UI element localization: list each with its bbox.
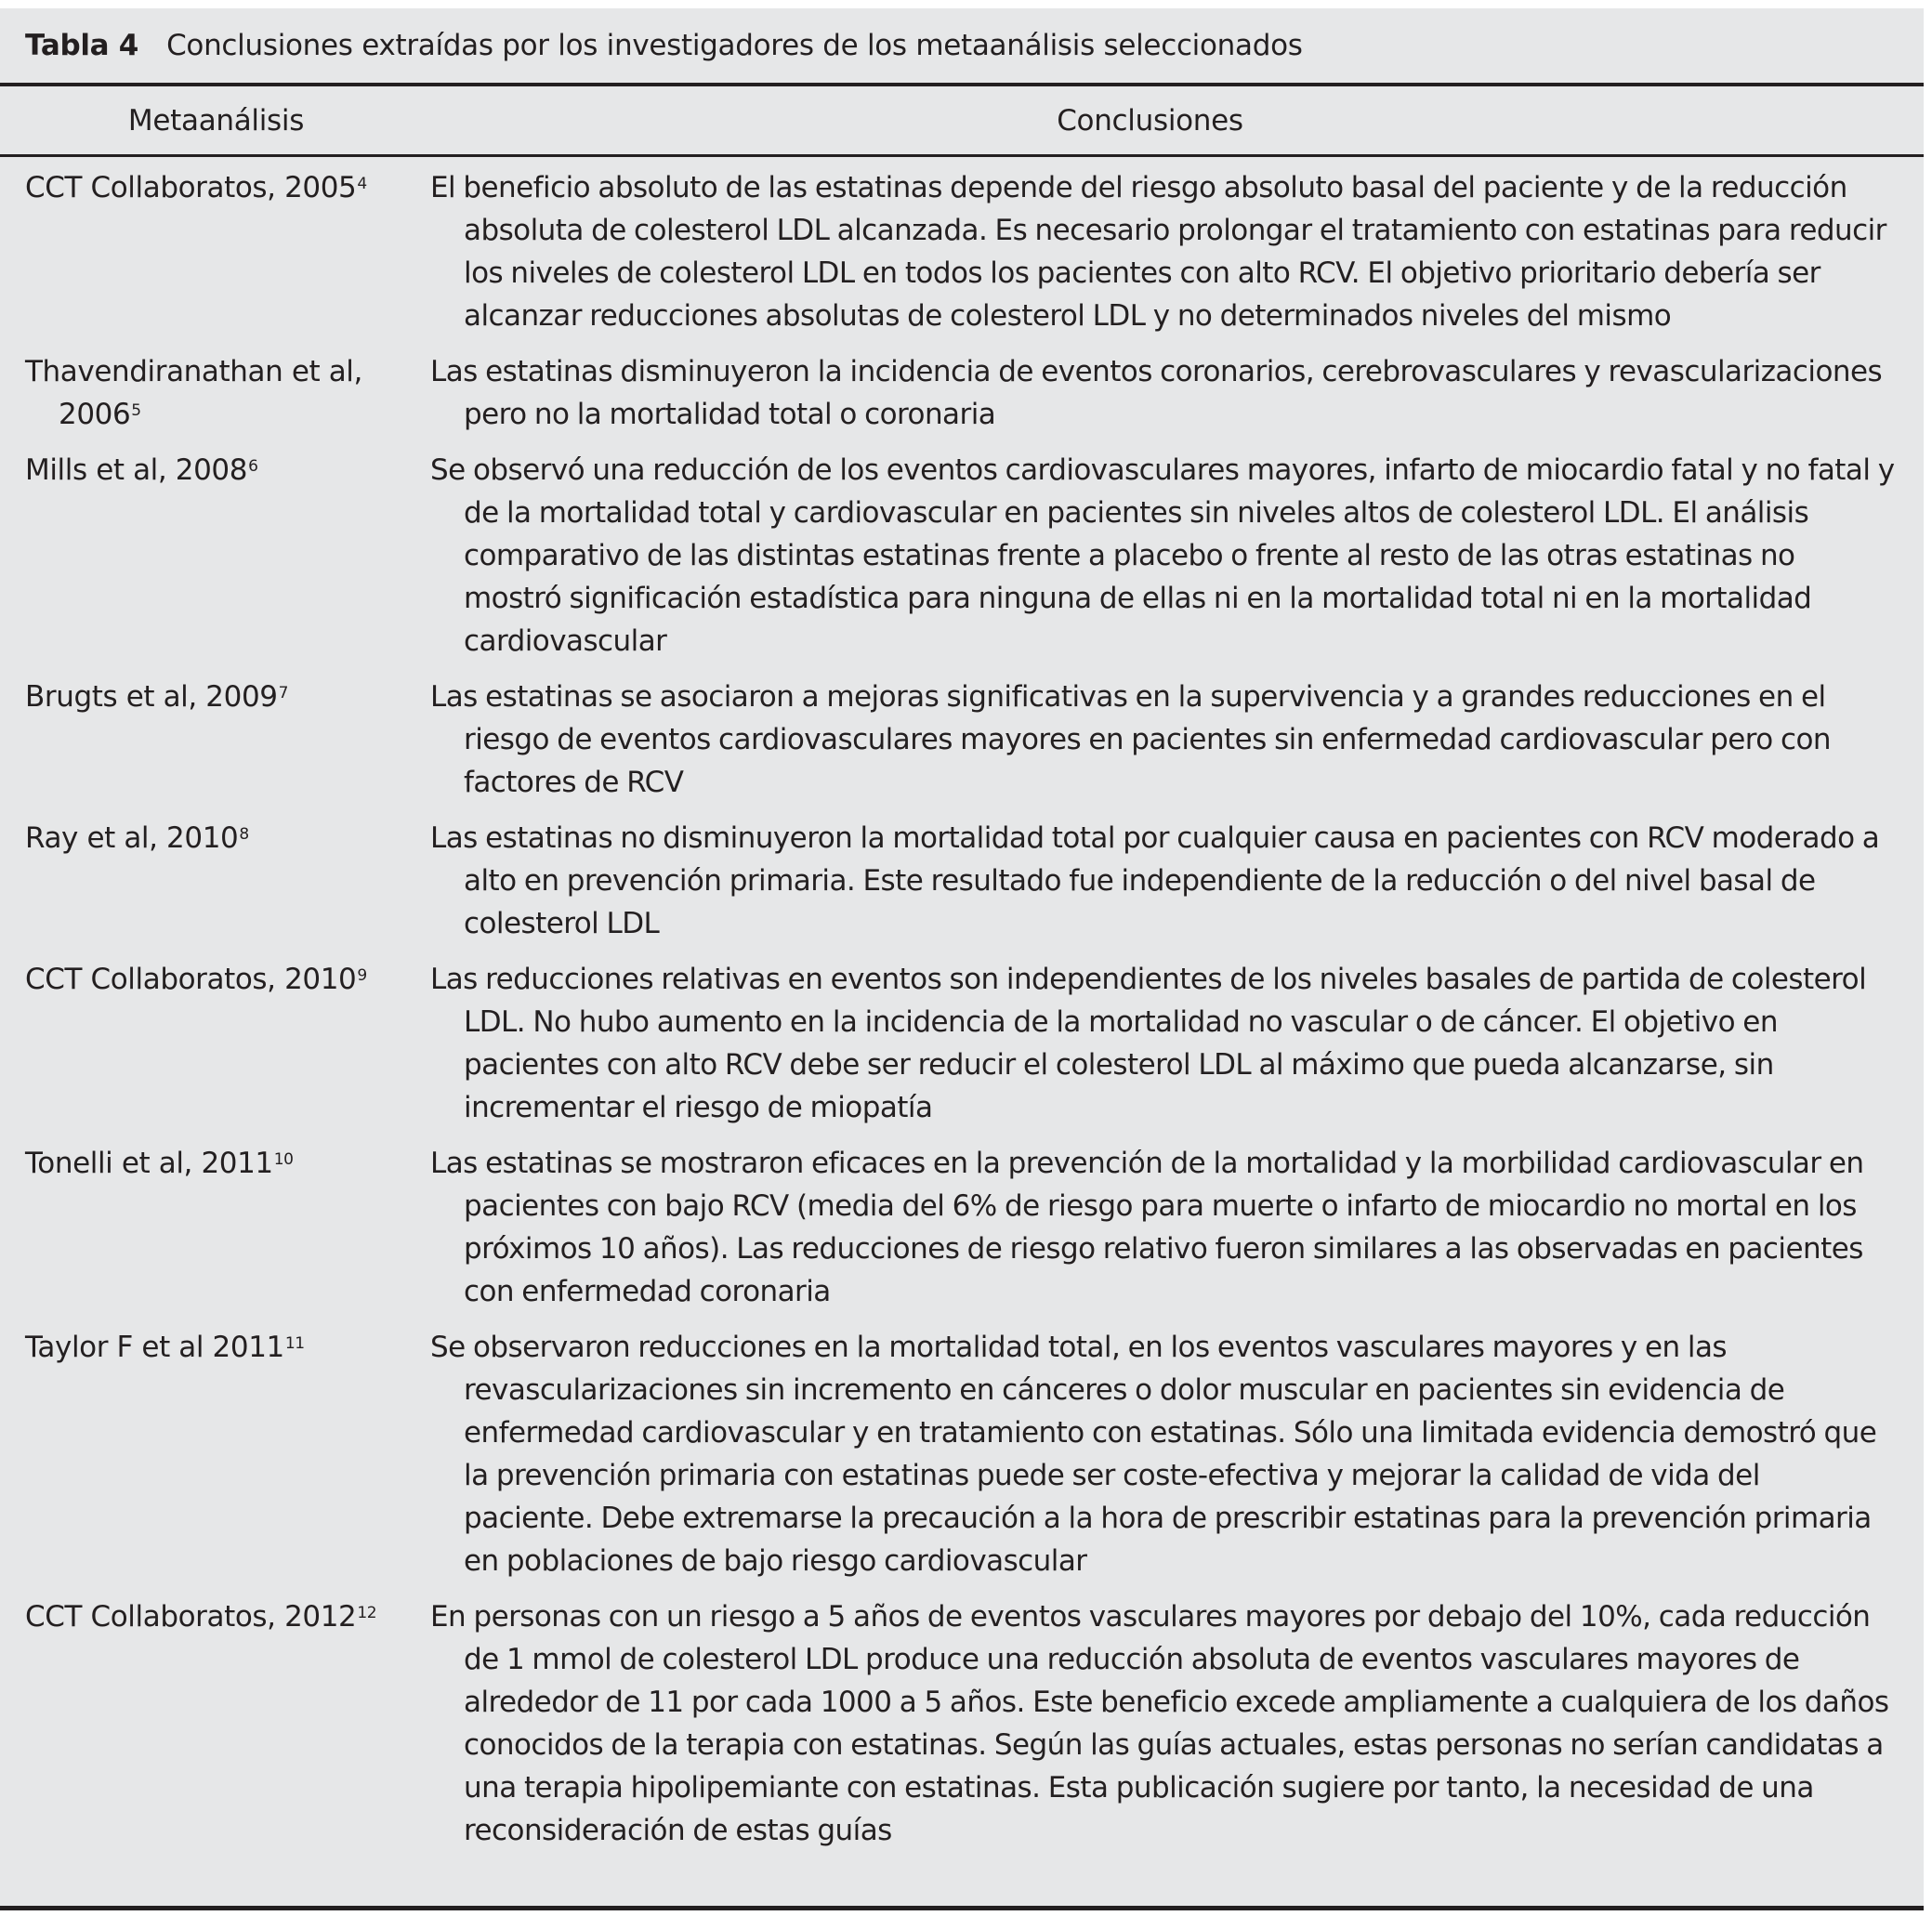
bottom-rule: [0, 1906, 1924, 1910]
conclusion-cell: Se observaron reducciones en la mortalidad total, en los eventos vasculares mayores y en las revascularizaciones sin incremento en cánceres o dolor muscular en pacientes sin evidencia de enfermedad cardiovascular y en tratamiento con estatinas. Sólo una limitada evidencia demostró que la prevención primaria con estatinas puede ser coste-efectiva y mejorar la calidad de vida del paciente. Debe extremarse la precaución a la hora de prescribir estatinas para la prevención primaria en poblaciones de bajo riesgo cardiovascular: [430, 1331, 1877, 1578]
table-row: [0, 676, 1924, 804]
study-cell: [0, 350, 430, 436]
table-row: [0, 449, 1924, 663]
table-row: [0, 1142, 1924, 1313]
reference-number: 6: [248, 457, 258, 476]
reference-number: 11: [284, 1334, 305, 1353]
study-cell: [0, 958, 430, 1129]
conclusion-cell: En personas con un riesgo a 5 años de eventos vasculares mayores por debajo del 10%, cada reducción de 1 mmol de colesterol LDL produce una reducción absoluta de eventos vasculares mayores de alrededor de 11 por cada 1000 a 5 años. Este beneficio excede ampliamente a cualquiera de los daños conocidos de la terapia con estatinas. Según las guías actuales, estas personas no serían candidatas a una terapia hipolipemiante con estatinas. Esta publicación sugiere por tanto, la necesidad de una reconsideración de estas guías: [430, 1600, 1889, 1847]
header-metaanalisis: Metaanálisis: [127, 103, 305, 138]
table-row: [0, 1595, 1924, 1852]
reference-number: 10: [273, 1150, 294, 1169]
study-name: Brugts et al, 2009: [25, 680, 278, 714]
table-number: Tabla 4: [25, 29, 139, 62]
table-row: [0, 817, 1924, 945]
study-name: Thavendiranathan et al,: [25, 355, 362, 388]
study-name-continued: 2006$^5$: [59, 398, 141, 431]
conclusion-cell: Las reducciones relativas en eventos son independientes de los niveles basales de partida de colesterol LDL. No hubo aumento en la incidencia de la mortalidad no vascular o de cáncer. El objetivo en pacientes con alto RCV debe ser reducir el colesterol LDL al máximo que pueda alcanzarse, sin incrementar el riesgo de miopatía: [430, 963, 1867, 1124]
study-cell: [0, 817, 430, 945]
reference-number: 12: [357, 1604, 377, 1622]
reference-number: 7: [278, 684, 289, 702]
reference-number: 5: [131, 401, 141, 420]
table-row: [0, 350, 1924, 436]
study-cell: [0, 1595, 430, 1852]
study-cell: [0, 676, 430, 804]
conclusion-cell: Las estatinas no disminuyeron la mortalidad total por cualquier causa en pacientes con RCV moderado a alto en prevención primaria. Este resultado fue independiente de la reducción o del nivel basal de colesterol LDL: [430, 821, 1880, 940]
study-name: Tonelli et al, 2011: [25, 1147, 273, 1180]
study-name: Taylor F et al 2011: [25, 1331, 284, 1364]
study-cell: [0, 449, 430, 663]
table-title: Conclusiones extraídas por los investigadores de los metaanálisis seleccionados: [166, 29, 1303, 62]
table-body: [0, 157, 1924, 1852]
table-panel: [0, 8, 1924, 1910]
study-name: CCT Collaboratos, 2005: [25, 171, 357, 204]
reference-number: 8: [239, 825, 249, 844]
study-name: Mills et al, 2008: [25, 453, 248, 487]
conclusion-cell: Las estatinas se asociaron a mejoras significativas en la supervivencia y a grandes reducciones en el riesgo de eventos cardiovasculares mayores en pacientes sin enfermedad cardiovascular pero con factores de RCV: [430, 680, 1832, 799]
study-name: Ray et al, 2010: [25, 821, 239, 855]
table-row: [0, 166, 1924, 337]
table-row: [0, 958, 1924, 1129]
reference-number: 9: [357, 966, 367, 985]
conclusion-cell: Se observó una reducción de los eventos cardiovasculares mayores, infarto de miocardio fatal y no fatal y de la mortalidad total y cardiovascular en pacientes sin niveles altos de colesterol LDL. El análisis comparativo de las distintas estatinas frente a placebo o frente al resto de las otras estatinas no mostró significación estadística para ninguna de ellas ni en la mortalidad total ni en la mortalidad cardiovascular: [430, 453, 1895, 658]
study-cell: [0, 166, 430, 337]
table-header: [0, 86, 1924, 154]
conclusion-cell: Las estatinas disminuyeron la incidencia de eventos coronarios, cerebrovasculares y revascularizaciones pero no la mortalidad total o coronaria: [430, 355, 1883, 431]
study-name: CCT Collaboratos, 2010: [25, 963, 357, 996]
conclusion-cell: Las estatinas se mostraron eficaces en la prevención de la mortalidad y la morbilidad cardiovascular en pacientes con bajo RCV (media del 6% de riesgo para muerte o infarto de miocardio no mortal en los próximos 10 años). Las reducciones de riesgo relativo fueron similares a las observadas en pacientes con enfermedad coronaria: [430, 1147, 1864, 1308]
header-conclusiones: Conclusiones: [1057, 103, 1243, 138]
reference-number: 4: [357, 175, 367, 193]
conclusion-cell: El beneficio absoluto de las estatinas depende del riesgo absoluto basal del paciente y de la reducción absoluta de colesterol LDL alcanzada. Es necesario prolongar el tratamiento con estatinas para reducir los niveles de colesterol LDL en todos los pacientes con alto RCV. El objetivo prioritario debería ser alcanzar reducciones absolutas de colesterol LDL y no determinados niveles del mismo: [430, 171, 1886, 333]
study-cell: [0, 1142, 430, 1313]
study-name: CCT Collaboratos, 2012: [25, 1600, 357, 1634]
table-row: [0, 1326, 1924, 1582]
study-cell: [0, 1326, 430, 1582]
table-caption: [0, 8, 1924, 83]
